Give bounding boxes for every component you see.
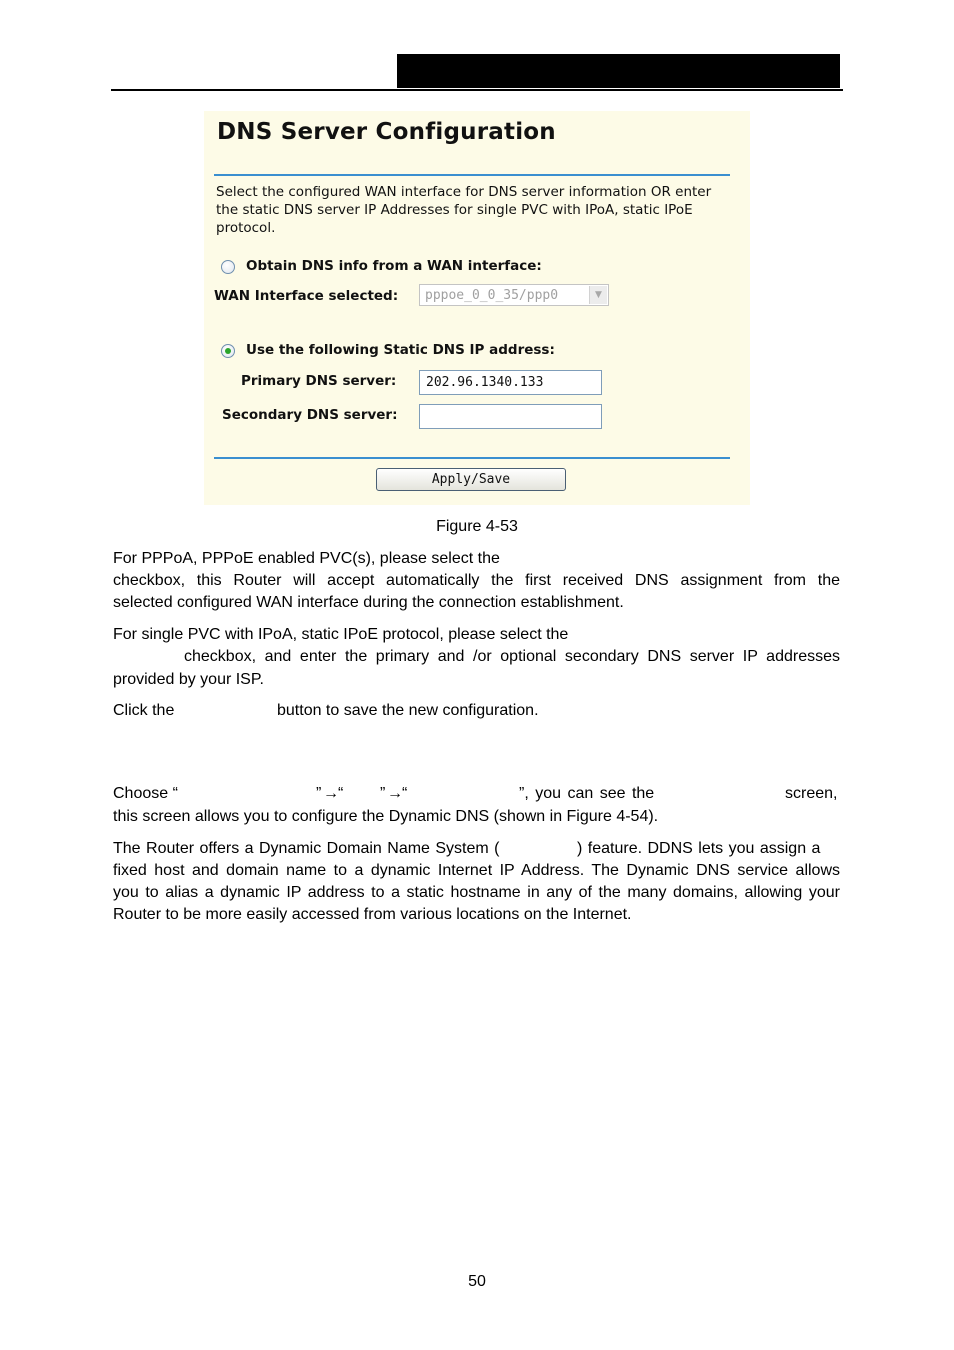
p3-part2: button to save the new configuration. [277, 702, 539, 719]
primary-dns-value: 202.96.1340.133 [426, 375, 544, 390]
panel-bottom-divider [214, 457, 730, 459]
p2-line2: checkbox, and enter the primary and /or optional secondary DNS server IP addresses [184, 648, 840, 665]
primary-dns-label: Primary DNS server: [241, 373, 397, 389]
obtain-dns-label: Obtain DNS info from a WAN interface: [246, 258, 542, 274]
p4-choose: Choose “ [113, 785, 178, 802]
obtain-dns-radio[interactable] [221, 260, 235, 274]
page-number: 50 [468, 1273, 486, 1290]
p5-line2: fixed host and domain name to a dynamic Internet IP Address. The Dynamic DNS service allows [113, 862, 840, 879]
p4-quote-close-1: ” [316, 785, 322, 802]
chevron-down-icon: ▼ [589, 286, 607, 304]
secondary-dns-input[interactable] [419, 404, 602, 429]
p4-quote-open-3: “ [402, 785, 408, 802]
panel-top-divider [214, 174, 730, 176]
p2-line1: For single PVC with IPoA, static IPoE protocol, please select the [113, 626, 569, 643]
primary-dns-input[interactable] [419, 370, 602, 395]
apply-save-button[interactable]: Apply/Save [376, 468, 566, 491]
radio-selected-dot [225, 348, 231, 354]
static-dns-radio[interactable] [221, 344, 235, 358]
wan-interface-select[interactable] [419, 284, 609, 306]
p1-line1: For PPPoA, PPPoE enabled PVC(s), please select the [113, 550, 500, 567]
static-dns-label: Use the following Static DNS IP address: [246, 342, 555, 358]
dns-config-panel [204, 111, 750, 505]
p5-line4: Router to be more easily accessed from various locations on the Internet. [113, 906, 632, 923]
p4-quote-close-2: ” [380, 785, 386, 802]
wan-interface-label: WAN Interface selected: [214, 288, 399, 304]
p4-screen: screen, [785, 785, 838, 802]
p1-line2: checkbox, this Router will accept automatically the first received DNS assignment from the [113, 572, 840, 589]
p1-line3: selected configured WAN interface during the connection establishment. [113, 594, 624, 611]
secondary-dns-label: Secondary DNS server: [222, 407, 398, 423]
p4-line2: this screen allows you to configure the Dynamic DNS (shown in Figure 4-54). [113, 808, 659, 825]
p5-part2: ) feature. DDNS lets you assign a [577, 840, 821, 857]
arrow-right-icon: → [323, 785, 339, 802]
p4-quote-open-2: “ [338, 785, 344, 802]
p4-you-can-see: ”, you can see the [519, 785, 655, 802]
panel-description: Select the configured WAN interface for DNS server information OR enter the static DNS server IP Addresses for single PVC with IPoA, static IPoE protocol. [216, 184, 712, 236]
p5-part1: The Router offers a Dynamic Domain Name System ( [113, 840, 500, 857]
header-rule [111, 89, 843, 91]
p3-part1: Click the [113, 702, 175, 719]
p5-line3: you to alias a dynamic IP address to a static hostname in any of the many domains, allowing your [113, 884, 840, 901]
arrow-right-icon: → [387, 785, 403, 802]
wan-interface-value: pppoe_0_0_35/ppp0 [425, 288, 559, 303]
panel-title: DNS Server Configuration [217, 119, 556, 145]
p2-line3: provided by your ISP. [113, 671, 264, 688]
header-bar [397, 54, 840, 88]
figure-caption: Figure 4-53 [436, 518, 518, 535]
